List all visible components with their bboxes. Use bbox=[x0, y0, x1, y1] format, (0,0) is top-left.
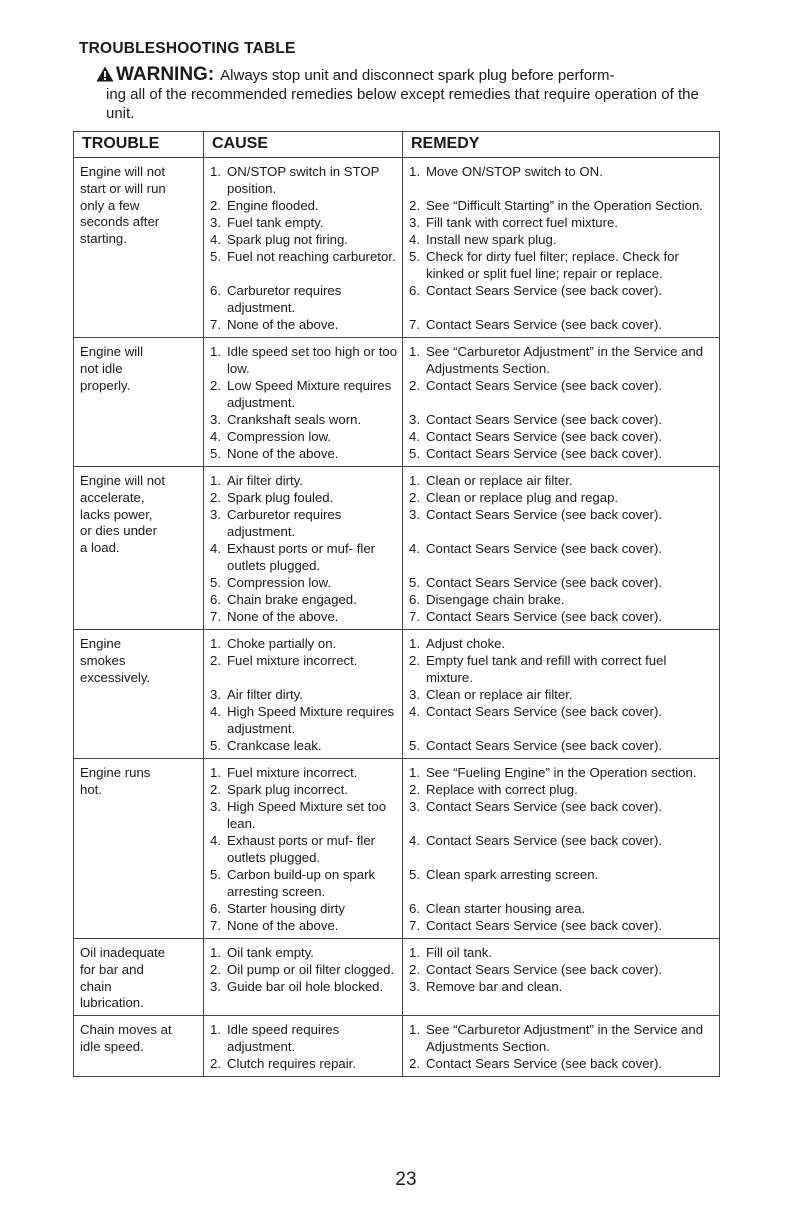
cause-text: Fuel tank empty. bbox=[227, 215, 324, 230]
remedy-text: Contact Sears Service (see back cover). bbox=[426, 378, 663, 393]
cause-item bbox=[210, 575, 398, 592]
cause-number: 6. bbox=[210, 901, 221, 916]
remedy-item bbox=[409, 979, 715, 996]
cause-number: 3. bbox=[210, 412, 221, 427]
cause-number: 6. bbox=[210, 283, 221, 298]
remedy-item bbox=[409, 1022, 715, 1056]
table-row bbox=[74, 467, 719, 630]
table-body bbox=[74, 158, 719, 1077]
remedy-text: Contact Sears Service (see back cover). bbox=[426, 283, 663, 298]
remedy-number: 4. bbox=[409, 541, 420, 556]
cause-item bbox=[210, 541, 398, 575]
remedy-number: 2. bbox=[409, 1056, 420, 1072]
remedy-number: 1. bbox=[409, 344, 420, 359]
cause-item bbox=[210, 283, 398, 317]
cause-text: Fuel mixture incorrect. bbox=[227, 765, 358, 780]
remedy-number: 1. bbox=[409, 1022, 420, 1038]
remedy-text: Clean starter housing area. bbox=[426, 901, 586, 916]
remedy-item bbox=[409, 1056, 715, 1073]
cause-text: Spark plug not firing. bbox=[227, 232, 348, 247]
remedy-text: See “Carburetor Adjustment” in the Service and Adjustments Section. bbox=[426, 1022, 704, 1054]
cause-number: 6. bbox=[210, 592, 221, 607]
remedy-number: 2. bbox=[409, 782, 420, 797]
cause-item bbox=[210, 490, 398, 507]
cause-text: Spark plug incorrect. bbox=[227, 782, 348, 797]
cause-item bbox=[210, 378, 398, 412]
remedy-cell bbox=[403, 467, 719, 629]
cause-text: Crankcase leak. bbox=[227, 738, 322, 753]
remedy-text: Clean spark arresting screen. bbox=[426, 867, 599, 882]
remedy-item bbox=[409, 473, 715, 490]
warning-icon bbox=[96, 66, 114, 82]
cause-text: Guide bar oil hole blocked. bbox=[227, 979, 384, 994]
cause-item bbox=[210, 738, 398, 755]
cause-number: 2. bbox=[210, 782, 221, 797]
cause-number: 5. bbox=[210, 446, 221, 461]
table-row bbox=[74, 338, 719, 467]
trouble-cell bbox=[74, 939, 204, 1015]
header-trouble: TROUBLE bbox=[74, 132, 204, 157]
cause-text: Chain brake engaged. bbox=[227, 592, 357, 607]
cause-number: 7. bbox=[210, 317, 221, 332]
cause-number: 4. bbox=[210, 704, 221, 719]
cause-text: Compression low. bbox=[227, 575, 332, 590]
remedy-item bbox=[409, 867, 715, 901]
cause-item bbox=[210, 867, 398, 901]
trouble-cell bbox=[74, 759, 204, 938]
remedy-text: Contact Sears Service (see back cover). bbox=[426, 317, 663, 332]
remedy-text: Contact Sears Service (see back cover). bbox=[426, 609, 663, 624]
cause-item bbox=[210, 945, 398, 962]
cause-item bbox=[210, 412, 398, 429]
cause-item bbox=[210, 344, 398, 378]
cause-text: Clutch requires repair. bbox=[227, 1056, 357, 1072]
cause-number: 2. bbox=[210, 653, 221, 668]
cause-item bbox=[210, 782, 398, 799]
remedy-text: Clean or replace air filter. bbox=[426, 687, 573, 702]
cause-number: 2. bbox=[210, 962, 221, 977]
cause-text: Carbon build-up on spark arresting screen. bbox=[227, 867, 376, 899]
cause-number: 4. bbox=[210, 833, 221, 848]
remedy-text: Clean or replace plug and regap. bbox=[426, 490, 619, 505]
cause-number: 4. bbox=[210, 429, 221, 444]
cause-text: None of the above. bbox=[227, 446, 339, 461]
cause-cell bbox=[204, 939, 403, 1015]
cause-number: 1. bbox=[210, 1022, 221, 1038]
remedy-text: Contact Sears Service (see back cover). bbox=[426, 704, 663, 719]
cause-text: ON/STOP switch in STOP position. bbox=[227, 164, 380, 196]
remedy-item bbox=[409, 918, 715, 935]
remedy-text: Check for dirty fuel filter; replace. Check for kinked or split fuel line; repair or replace. bbox=[426, 249, 679, 281]
remedy-number: 2. bbox=[409, 962, 420, 977]
cause-item bbox=[210, 249, 398, 283]
cause-item bbox=[210, 1056, 398, 1073]
cause-item bbox=[210, 1022, 398, 1056]
trouble-text: Engine smokes excessively. bbox=[80, 636, 151, 685]
cause-text: Exhaust ports or muf- fler outlets plugged. bbox=[227, 833, 376, 865]
remedy-number: 4. bbox=[409, 232, 420, 247]
cause-text: None of the above. bbox=[227, 918, 339, 933]
remedy-number: 3. bbox=[409, 687, 420, 702]
table-row bbox=[74, 939, 719, 1016]
remedy-number: 3. bbox=[409, 979, 420, 994]
table-row bbox=[74, 759, 719, 939]
table-row bbox=[74, 1016, 719, 1077]
trouble-text: Engine will not idle properly. bbox=[80, 344, 144, 393]
cause-number: 2. bbox=[210, 378, 221, 393]
remedy-number: 6. bbox=[409, 283, 420, 298]
remedy-item bbox=[409, 738, 715, 755]
remedy-item bbox=[409, 164, 715, 198]
cause-text: Oil pump or oil filter clogged. bbox=[227, 962, 395, 977]
remedy-number: 6. bbox=[409, 592, 420, 607]
remedy-text: Move ON/STOP switch to ON. bbox=[426, 164, 603, 179]
cause-item bbox=[210, 799, 398, 833]
remedy-text: Contact Sears Service (see back cover). bbox=[426, 429, 663, 444]
cause-text: Air filter dirty. bbox=[227, 473, 303, 488]
cause-item bbox=[210, 317, 398, 334]
cause-item bbox=[210, 901, 398, 918]
cause-number: 3. bbox=[210, 215, 221, 230]
trouble-cell bbox=[74, 630, 204, 758]
remedy-item bbox=[409, 446, 715, 463]
remedy-number: 3. bbox=[409, 799, 420, 814]
remedy-cell bbox=[403, 338, 719, 466]
remedy-item bbox=[409, 344, 715, 378]
remedy-text: Contact Sears Service (see back cover). bbox=[426, 918, 663, 933]
cause-text: Exhaust ports or muf- fler outlets plugged. bbox=[227, 541, 376, 573]
cause-item bbox=[210, 164, 398, 198]
remedy-number: 5. bbox=[409, 738, 420, 753]
cause-item bbox=[210, 446, 398, 463]
remedy-item bbox=[409, 412, 715, 429]
cause-text: Compression low. bbox=[227, 429, 332, 444]
remedy-text: Contact Sears Service (see back cover). bbox=[426, 412, 663, 427]
trouble-text: Engine runs hot. bbox=[80, 765, 151, 797]
cause-item bbox=[210, 918, 398, 935]
remedy-text: Disengage chain brake. bbox=[426, 592, 565, 607]
remedy-number: 5. bbox=[409, 249, 420, 264]
remedy-item bbox=[409, 799, 715, 833]
cause-item bbox=[210, 962, 398, 979]
warning-block bbox=[96, 65, 726, 123]
remedy-number: 4. bbox=[409, 833, 420, 848]
cause-item bbox=[210, 198, 398, 215]
remedy-item bbox=[409, 490, 715, 507]
cause-item bbox=[210, 429, 398, 446]
cause-item bbox=[210, 765, 398, 782]
cause-item bbox=[210, 687, 398, 704]
cause-number: 3. bbox=[210, 979, 221, 994]
remedy-text: Contact Sears Service (see back cover). bbox=[426, 799, 663, 814]
cause-item bbox=[210, 473, 398, 490]
remedy-item bbox=[409, 765, 715, 782]
remedy-item bbox=[409, 378, 715, 412]
remedy-text: See “Carburetor Adjustment” in the Service and Adjustments Section. bbox=[426, 344, 704, 376]
cause-number: 5. bbox=[210, 867, 221, 882]
remedy-item bbox=[409, 962, 715, 979]
cause-number: 2. bbox=[210, 198, 221, 213]
trouble-cell bbox=[74, 338, 204, 466]
cause-text: Fuel mixture incorrect. bbox=[227, 653, 358, 668]
cause-text: Oil tank empty. bbox=[227, 945, 314, 960]
remedy-item bbox=[409, 215, 715, 232]
cause-text: Choke partially on. bbox=[227, 636, 337, 651]
trouble-cell bbox=[74, 158, 204, 337]
header-remedy: REMEDY bbox=[411, 135, 480, 152]
trouble-text: Engine will not accelerate, lacks power, or dies under a load. bbox=[80, 473, 166, 556]
cause-item bbox=[210, 507, 398, 541]
remedy-item bbox=[409, 945, 715, 962]
cause-text: Air filter dirty. bbox=[227, 687, 303, 702]
remedy-text: Contact Sears Service (see back cover). bbox=[426, 962, 663, 977]
remedy-number: 4. bbox=[409, 704, 420, 719]
trouble-cell bbox=[74, 467, 204, 629]
remedy-item bbox=[409, 232, 715, 249]
remedy-number: 3. bbox=[409, 412, 420, 427]
cause-text: Carburetor requires adjustment. bbox=[227, 283, 342, 315]
cause-text: None of the above. bbox=[227, 317, 339, 332]
cause-item bbox=[210, 704, 398, 738]
remedy-number: 7. bbox=[409, 317, 420, 332]
remedy-text: Contact Sears Service (see back cover). bbox=[426, 833, 663, 848]
remedy-number: 1. bbox=[409, 473, 420, 488]
trouble-text: Oil inadequate for bar and chain lubrication. bbox=[80, 945, 166, 1011]
remedy-item bbox=[409, 249, 715, 283]
remedy-number: 1. bbox=[409, 945, 420, 960]
warning-text: Always stop unit and disconnect spark plug before perform- bbox=[220, 67, 615, 84]
cause-text: Idle speed requires adjustment. bbox=[227, 1022, 340, 1054]
remedy-item bbox=[409, 283, 715, 317]
remedy-item bbox=[409, 636, 715, 653]
cause-cell bbox=[204, 158, 403, 337]
remedy-number: 7. bbox=[409, 918, 420, 933]
cause-item bbox=[210, 232, 398, 249]
cause-item bbox=[210, 636, 398, 653]
remedy-item bbox=[409, 687, 715, 704]
cause-text: None of the above. bbox=[227, 609, 339, 624]
cause-text: Spark plug fouled. bbox=[227, 490, 334, 505]
remedy-number: 2. bbox=[409, 378, 420, 393]
remedy-text: Empty fuel tank and refill with correct fuel mixture. bbox=[426, 653, 667, 685]
remedy-item bbox=[409, 901, 715, 918]
remedy-number: 6. bbox=[409, 901, 420, 916]
cause-number: 3. bbox=[210, 507, 221, 522]
remedy-text: Contact Sears Service (see back cover). bbox=[426, 738, 663, 753]
remedy-text: Adjust choke. bbox=[426, 636, 506, 651]
remedy-cell bbox=[403, 939, 719, 1015]
cause-number: 1. bbox=[210, 164, 221, 179]
trouble-text: Engine will not start or will run only a few seconds after starting. bbox=[80, 164, 166, 247]
remedy-text: Contact Sears Service (see back cover). bbox=[426, 575, 663, 590]
cause-number: 1. bbox=[210, 473, 221, 488]
remedy-text: Contact Sears Service (see back cover). bbox=[426, 1056, 663, 1072]
cause-cell bbox=[204, 338, 403, 466]
cause-text: Engine flooded. bbox=[227, 198, 319, 213]
remedy-text: Remove bar and clean. bbox=[426, 979, 563, 994]
cause-item bbox=[210, 833, 398, 867]
cause-item bbox=[210, 592, 398, 609]
remedy-text: Replace with correct plug. bbox=[426, 782, 578, 797]
remedy-text: Install new spark plug. bbox=[426, 232, 557, 247]
cause-text: Crankshaft seals worn. bbox=[227, 412, 362, 427]
remedy-number: 5. bbox=[409, 575, 420, 590]
remedy-item bbox=[409, 198, 715, 215]
page-number: 23 bbox=[395, 1169, 417, 1190]
cause-text: High Speed Mixture requires adjustment. bbox=[227, 704, 395, 736]
cause-number: 7. bbox=[210, 609, 221, 624]
remedy-number: 5. bbox=[409, 867, 420, 882]
cause-number: 3. bbox=[210, 687, 221, 702]
remedy-number: 1. bbox=[409, 765, 420, 780]
remedy-item bbox=[409, 704, 715, 738]
remedy-item bbox=[409, 575, 715, 592]
cause-number: 7. bbox=[210, 918, 221, 933]
remedy-text: See “Difficult Starting” in the Operation Section. bbox=[426, 198, 703, 213]
remedy-number: 1. bbox=[409, 164, 420, 179]
cause-text: Starter housing dirty bbox=[227, 901, 346, 916]
remedy-item bbox=[409, 653, 715, 687]
warning-label: WARNING: bbox=[116, 64, 215, 85]
remedy-cell bbox=[403, 759, 719, 938]
cause-cell bbox=[204, 467, 403, 629]
remedy-number: 5. bbox=[409, 446, 420, 461]
remedy-number: 2. bbox=[409, 198, 420, 213]
remedy-item bbox=[409, 541, 715, 575]
cause-cell bbox=[204, 630, 403, 758]
page-heading: TROUBLESHOOTING TABLE bbox=[79, 40, 296, 57]
remedy-number: 3. bbox=[409, 507, 420, 522]
cause-text: High Speed Mixture set too lean. bbox=[227, 799, 387, 831]
remedy-number: 2. bbox=[409, 490, 420, 505]
remedy-number: 2. bbox=[409, 653, 420, 668]
cause-text: Carburetor requires adjustment. bbox=[227, 507, 342, 539]
remedy-item bbox=[409, 609, 715, 626]
warning-text-rest: ing all of the recommended remedies below except remedies that require operation of the unit. bbox=[106, 86, 699, 122]
remedy-number: 4. bbox=[409, 429, 420, 444]
table-row bbox=[74, 630, 719, 759]
cause-text: Fuel not reaching carburetor. bbox=[227, 249, 396, 264]
cause-number: 3. bbox=[210, 799, 221, 814]
cause-number: 1. bbox=[210, 636, 221, 651]
remedy-cell bbox=[403, 158, 719, 337]
cause-item bbox=[210, 215, 398, 232]
remedy-item bbox=[409, 833, 715, 867]
cause-number: 1. bbox=[210, 765, 221, 780]
remedy-cell bbox=[403, 1016, 719, 1076]
trouble-text: Chain moves at idle speed. bbox=[80, 1022, 172, 1054]
cause-text: Low Speed Mixture requires adjustment. bbox=[227, 378, 392, 410]
remedy-item bbox=[409, 429, 715, 446]
cause-number: 2. bbox=[210, 1056, 221, 1072]
table-row bbox=[74, 158, 719, 338]
remedy-text: Contact Sears Service (see back cover). bbox=[426, 541, 663, 556]
remedy-text: Clean or replace air filter. bbox=[426, 473, 573, 488]
remedy-item bbox=[409, 507, 715, 541]
cause-item bbox=[210, 653, 398, 687]
remedy-text: See “Fueling Engine” in the Operation section. bbox=[426, 765, 697, 780]
header-cause: CAUSE bbox=[204, 132, 403, 157]
cause-number: 1. bbox=[210, 344, 221, 359]
cause-number: 5. bbox=[210, 249, 221, 264]
remedy-number: 1. bbox=[409, 636, 420, 651]
table-header-row bbox=[74, 132, 719, 158]
remedy-item bbox=[409, 782, 715, 799]
remedy-number: 3. bbox=[409, 215, 420, 230]
troubleshooting-table bbox=[73, 131, 720, 1077]
remedy-item bbox=[409, 317, 715, 334]
remedy-text: Contact Sears Service (see back cover). bbox=[426, 507, 663, 522]
remedy-text: Contact Sears Service (see back cover). bbox=[426, 446, 663, 461]
cause-item bbox=[210, 979, 398, 996]
cause-item bbox=[210, 609, 398, 626]
cause-number: 5. bbox=[210, 738, 221, 753]
remedy-text: Fill oil tank. bbox=[426, 945, 492, 960]
cause-number: 1. bbox=[210, 945, 221, 960]
remedy-item bbox=[409, 592, 715, 609]
cause-number: 4. bbox=[210, 232, 221, 247]
remedy-number: 7. bbox=[409, 609, 420, 624]
trouble-cell bbox=[74, 1016, 204, 1076]
remedy-text: Fill tank with correct fuel mixture. bbox=[426, 215, 619, 230]
cause-number: 5. bbox=[210, 575, 221, 590]
cause-number: 4. bbox=[210, 541, 221, 556]
remedy-cell bbox=[403, 630, 719, 758]
cause-text: Idle speed set too high or too low. bbox=[227, 344, 398, 376]
cause-cell bbox=[204, 759, 403, 938]
cause-number: 2. bbox=[210, 490, 221, 505]
cause-cell bbox=[204, 1016, 403, 1076]
